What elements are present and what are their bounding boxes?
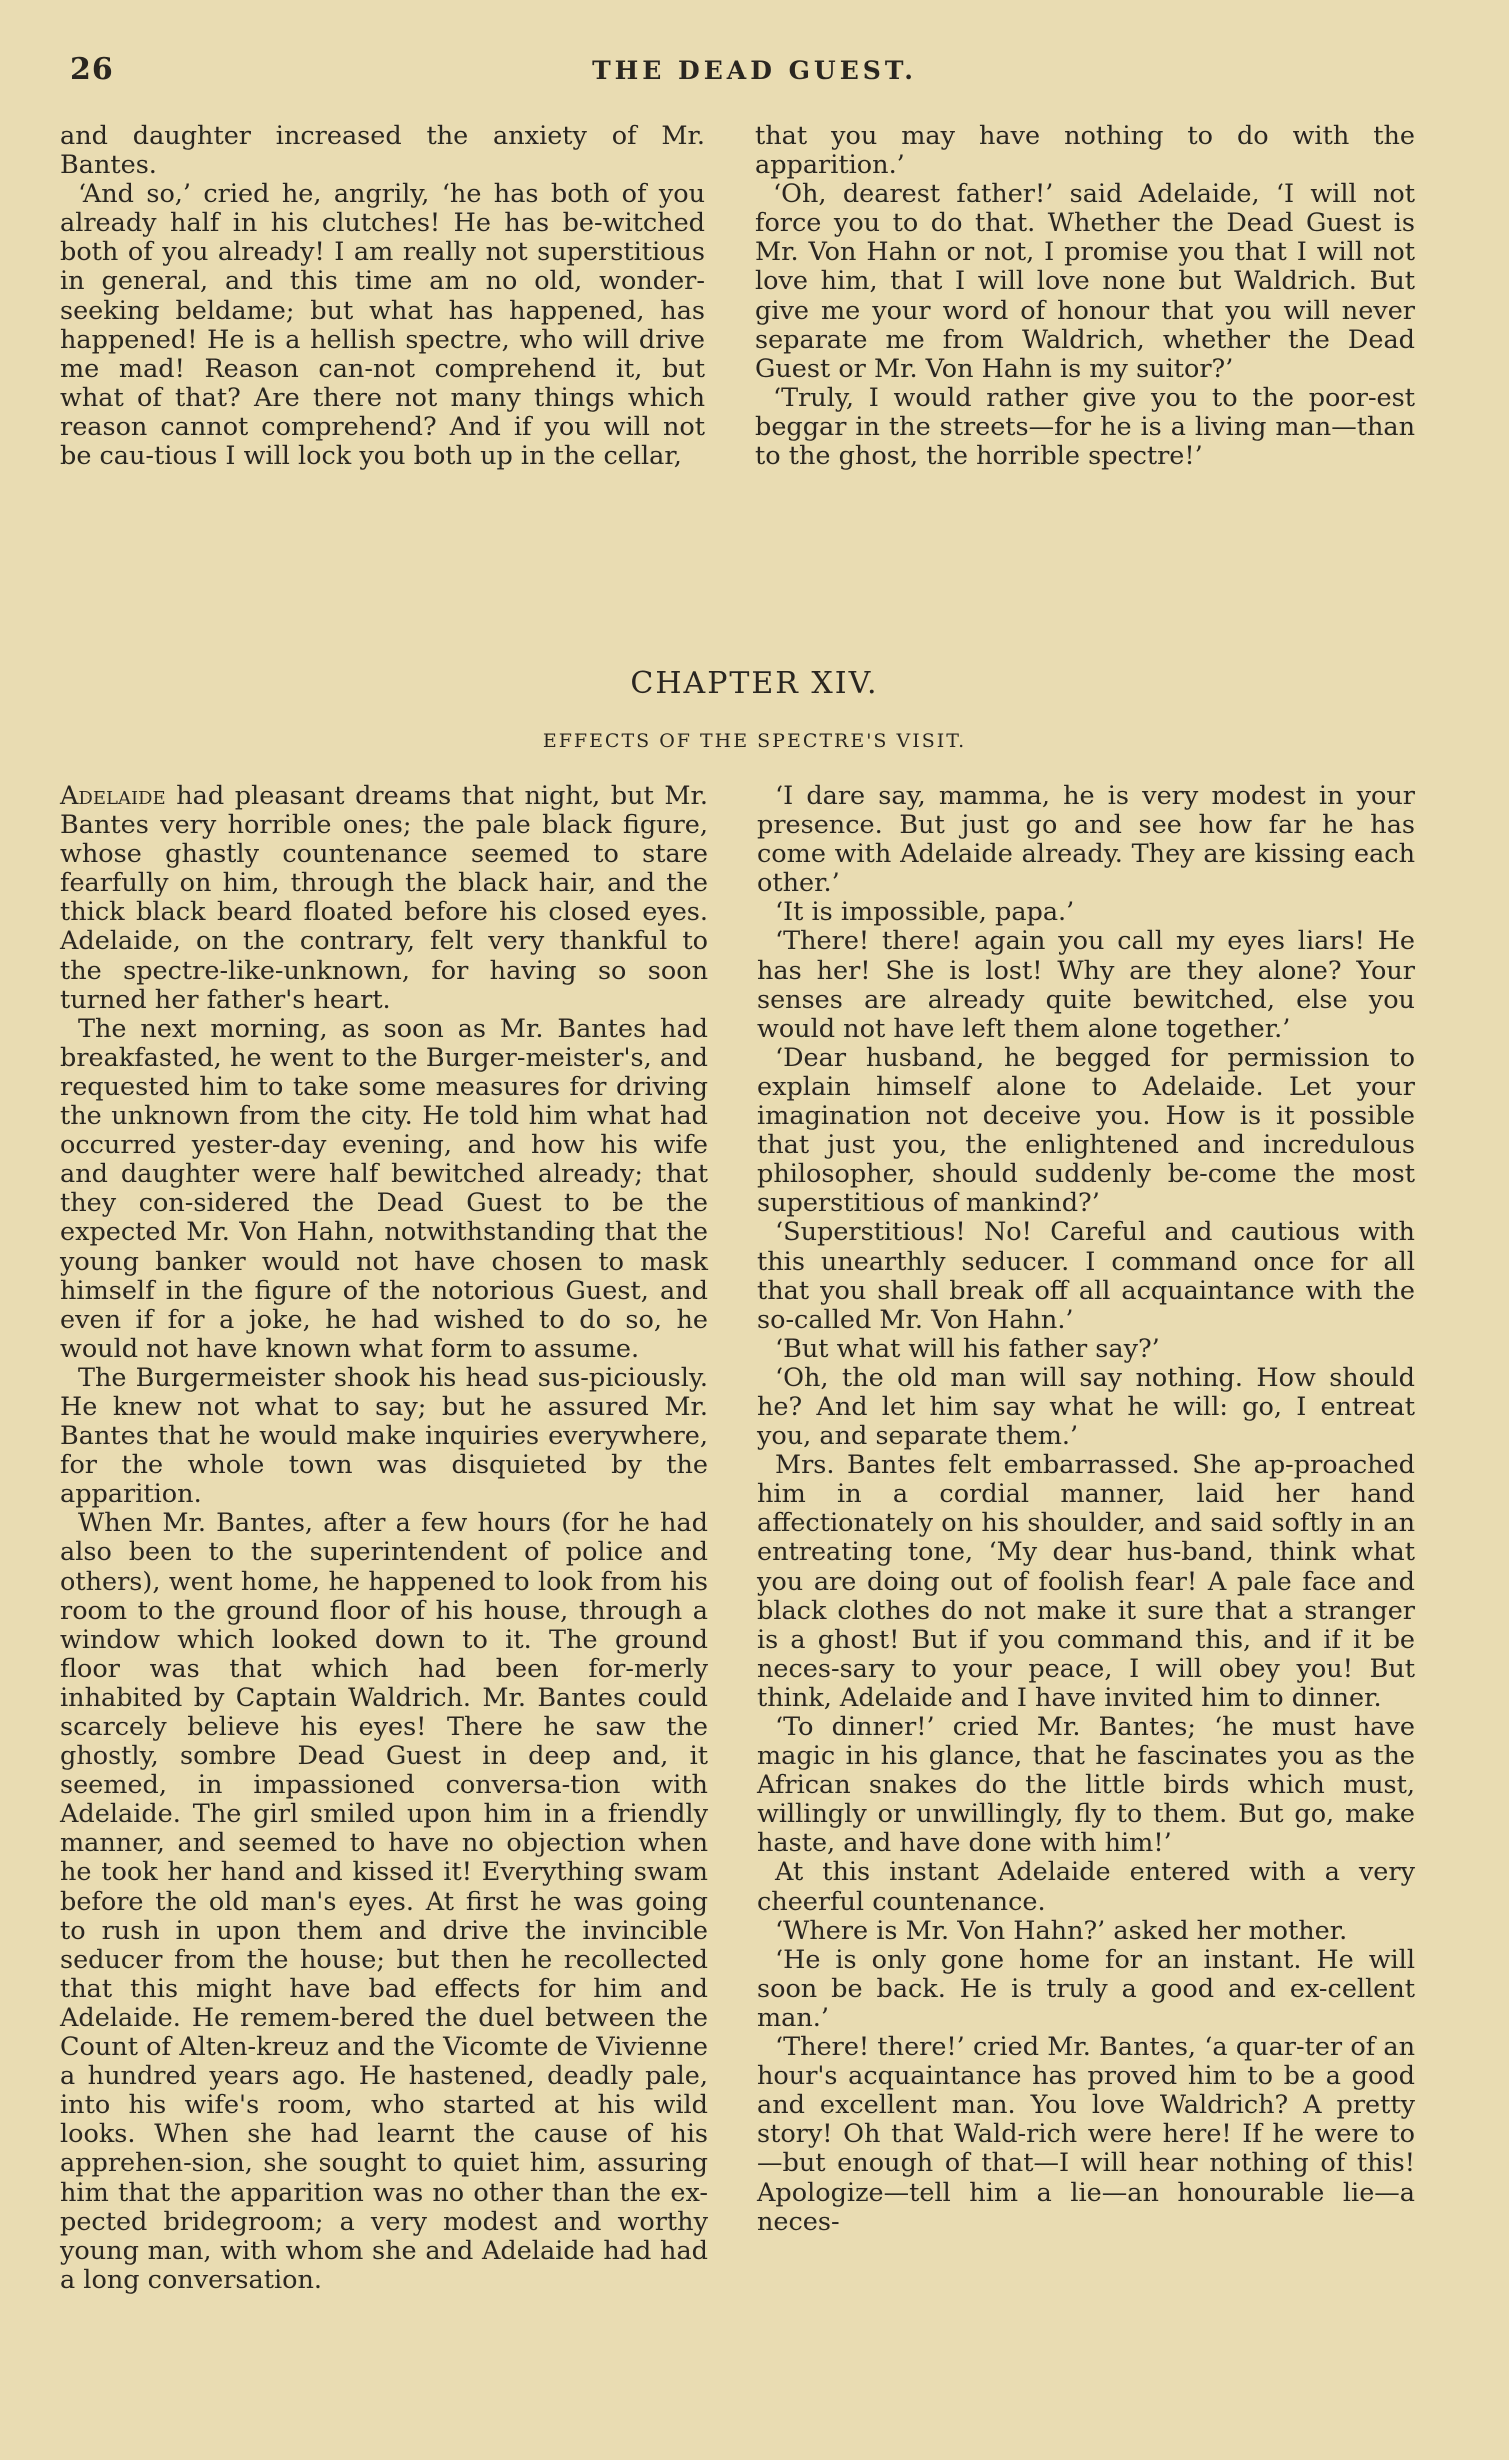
paragraph: ‘Truly, I would rather give you to the poor-est beggar in the streets—for he is a living man—than to the ghost, the horrible spectre!’ [755, 382, 1415, 472]
paragraph: ‘Where is Mr. Von Hahn?’ asked her mother. [775, 1915, 1348, 1946]
top-left-column [60, 122, 705, 471]
opening-word: Adelaide [60, 781, 166, 811]
paragraph: ‘But what will his father say?’ [775, 1333, 1160, 1364]
paragraph: ‘It is impossible, papa.’ [775, 897, 1075, 928]
opening-text: had pleasant dreams that night, but Mr. Bantes very horrible ones; the pale black figure, whose ghastly countenance seemed to stare fearfully on him, through the black hair, and the thick black beard floated before his closed eyes. Adelaide, on the contrary, felt very thankful to the spectre-like-unknown, for having so soon turned her father's heart. [60, 781, 708, 1015]
paragraph: that you may have nothing to do with the apparition.’ [755, 121, 1415, 181]
page-number: 26 [70, 52, 114, 87]
paragraph: ‘There! there!’ cried Mr. Bantes, ‘a quar-ter of an hour's acquaintance has proved him to be a good and excellent man. You love Waldrich? A pretty story! Oh that Wald-rich were here! If he were to—but enough of that—I will hear nothing of this! Apologize—tell him a lie—an honourable lie—a neces- [757, 2032, 1415, 2237]
paragraph: ‘He is only gone home for an instant. He will soon be back. He is truly a good and ex-cellent man.’ [757, 1944, 1415, 2033]
paragraph: When Mr. Bantes, after a few hours (for he had also been to the superintendent of police and others), went home, he happened to look from his room to the ground floor of his house, through a window which looked down to it. The ground floor was that which had been for-merly inhabited by Captain Waldrich. Mr. Bantes could scarcely believe his eyes! There he saw the ghostly, sombre Dead Guest in deep and, it seemed, in impassioned conversa-tion with Adelaide. The girl smiled upon him in a friendly manner, and seemed to have no objection when he took her hand and kissed it! Everything swam before the old man's eyes. At first he was going to rush in upon them and drive the invincible seducer from the house; but then he recollected that this might have bad effects for him and Adelaide. He remem-bered the duel between the Count of Alten-kreuz and the Vicomte de Vivienne a hundred years ago. He hastened, deadly pale, into his wife's room, who started at his wild looks. When she had learnt the cause of his apprehen-sion, she sought to quiet him, assuring him that the apparition was no other than the ex-pected bridegroom; a very modest and worthy young man, with whom she and Adelaide had had a long conversation. [60, 1508, 708, 2295]
body-right-column [757, 782, 1415, 2237]
paragraph: ‘To dinner!’ cried Mr. Bantes; ‘he must have magic in his glance, that he fascinates you as the African snakes do the little birds which must, willingly or unwillingly, fly to them. But go, make haste, and have done with him!’ [757, 1712, 1415, 1859]
running-head [70, 52, 1439, 92]
paragraph: Mrs. Bantes felt embarrassed. She ap-proached him in a cordial manner, laid her hand affectionately on his shoulder, and said softly in an entreating tone, ‘My dear hus-band, think what you are doing out of foolish fear! A pale face and black clothes do not make it sure that a stranger is a ghost! But if you command this, and if it be neces-sary to your peace, I will obey you! But think, Adelaide and I have invited him to dinner. [757, 1450, 1415, 1713]
paragraph: and daughter increased the anxiety of Mr. Bantes. [60, 121, 705, 181]
chapter-title: CHAPTER XIV. [630, 666, 879, 701]
paragraph: ‘I dare say, mamma, he is very modest in your presence. But just go and see how far he has come with Adelaide already. They are kissing each other.’ [757, 781, 1415, 899]
paragraph: At this instant Adelaide entered with a very cheerful countenance. [757, 1857, 1415, 1917]
paragraph: ‘Dear husband, he begged for permission to explain himself alone to Adelaide. Let your imagination not deceive you. How is it possible that just you, the enlightened and incredulous philosopher, should suddenly be-come the most superstitious of mankind?’ [757, 1042, 1415, 1219]
paragraph: ‘And so,’ cried he, angrily, ‘he has both of you already half in his clutches! He has be-witched both of you already! I am really not superstitious in general, and this time am no old, wonder-seeking beldame; but what has happened, has happened! He is a hellish spectre, who will drive me mad! Reason can-not comprehend it, but what of that? Are there not many things which reason cannot comprehend? And if you will not be cau-tious I will lock you both up in the cellar, [60, 179, 705, 472]
paragraph: ‘There! there! again you call my eyes liars! He has her! She is lost! Why are they alone? Your senses are already quite bewitched, else you would not have left them alone together.’ [757, 926, 1415, 1044]
paragraph: The next morning, as soon as Mr. Bantes had breakfasted, he went to the Burger-meister's, and requested him to take some measures for driving the unknown from the city. He told him what had occurred yester-day evening, and how his wife and daughter were half bewitched already; that they con-sidered the Dead Guest to be the expected Mr. Von Hahn, notwithstanding that the young banker would not have chosen to mask himself in the figure of the notorious Guest, and even if for a joke, he had wished to do so, he would not have known what form to assume. [60, 1013, 708, 1364]
running-title: THE DEAD GUEST. [592, 56, 917, 85]
paragraph: ‘Oh, dearest father!’ said Adelaide, ‘I will not force you to do that. Whether the Dead Guest is Mr. Von Hahn or not, I promise you that I will not love him, that I will love none but Waldrich. But give me your word of honour that you will never separate me from Waldrich, whether the Dead Guest or Mr. Von Hahn is my suitor?’ [755, 179, 1415, 384]
opening-paragraph [60, 782, 708, 1015]
body-left-column [60, 782, 708, 2295]
paragraph: The Burgermeister shook his head sus-piciously. He knew not what to say; but he assured Mr. Bantes that he would make inquiries everywhere, for the whole town was disquieted by the apparition. [60, 1362, 708, 1510]
top-right-column [755, 122, 1415, 471]
paragraph: ‘Oh, the old man will say nothing. How should he? And let him say what he will: go, I entreat you, and separate them.’ [757, 1362, 1415, 1452]
chapter-subtitle: EFFECTS OF THE SPECTRE'S VISIT. [542, 730, 967, 752]
paragraph: ‘Superstitious! No! Careful and cautious with this unearthly seducer. I command once for all that you shall break off all acquaintance with the so-called Mr. Von Hahn.’ [757, 1217, 1415, 1335]
